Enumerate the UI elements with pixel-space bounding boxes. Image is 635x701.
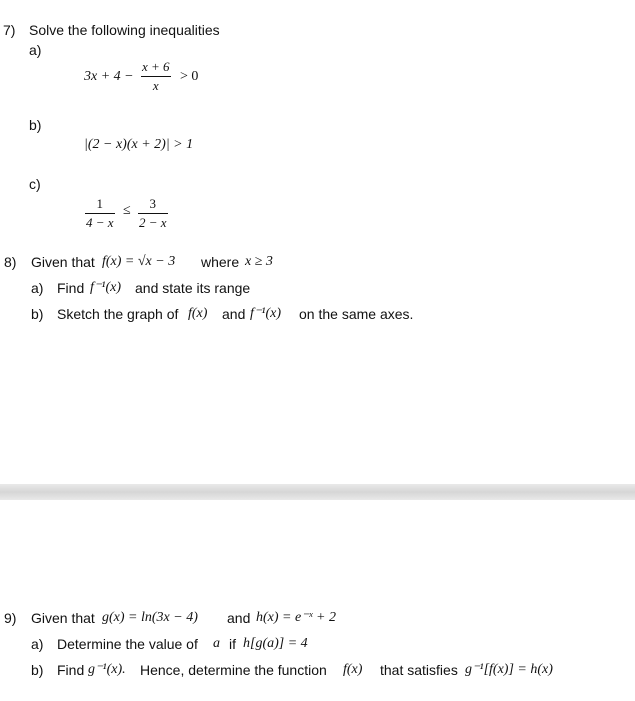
q8b-text-1: Sketch the graph of: [57, 306, 179, 322]
q8a-label: a): [31, 280, 44, 296]
q7a-rhs: > 0: [180, 69, 199, 84]
q9b-label: b): [31, 662, 44, 678]
q8a-text-2: and state its range: [135, 280, 251, 296]
q8-domain-condition: x ≥ 3: [245, 254, 273, 269]
q8b-text-3: on the same axes.: [299, 306, 414, 322]
q7c-fraction-1: [85, 197, 115, 230]
q8-where-text: where: [201, 254, 240, 270]
q7c-fraction-1-numerator: 1: [96, 196, 104, 211]
q9-function-g: g(x) = ln(3x − 4): [102, 610, 198, 625]
q7c-fraction-1-denominator: 4 − x: [86, 215, 114, 230]
q8b-label: b): [31, 306, 44, 322]
q7b-expression: |(2 − x)(x + 2)| > 1: [84, 137, 194, 152]
q7c-fraction-1-bar: [85, 213, 115, 214]
q8a-inverse-function: f⁻¹(x): [90, 280, 122, 295]
q9-given-text: Given that: [31, 610, 95, 626]
q8b-text-2: and: [222, 306, 246, 322]
q8-number: 8): [4, 254, 17, 270]
q9-function-h: h(x) = e⁻ˣ + 2: [256, 610, 336, 625]
q9b-text-2: Hence, determine the function: [140, 662, 327, 678]
q9a-label: a): [31, 636, 44, 652]
q7a-label: a): [29, 42, 42, 58]
q8-function-f: f(x) = √x − 3: [102, 254, 176, 269]
q7a-fraction-numerator: x + 6: [142, 59, 170, 74]
q9-and-text: and: [227, 610, 251, 626]
q7a-fraction-denominator: x: [152, 78, 159, 93]
q9-number: 9): [4, 610, 17, 626]
q9a-variable: a: [213, 636, 220, 651]
q7a-lhs: 3x + 4 −: [84, 69, 134, 84]
q9b-inverse-g: g⁻¹(x).: [88, 662, 126, 677]
q7c-fraction-2-numerator: 3: [149, 196, 157, 211]
q7-title: Solve the following inequalities: [29, 22, 220, 38]
q9b-expression: g⁻¹[f(x)] = h(x): [465, 662, 553, 677]
q7a-fraction-bar: [141, 76, 171, 77]
q9a-expression: h[g(a)] = 4: [243, 636, 308, 651]
q7c-relation: ≤: [123, 203, 131, 218]
q9a-text-2: if: [229, 636, 236, 652]
q7a-fraction: [141, 60, 171, 93]
q9a-text-1: Determine the value of: [57, 636, 198, 652]
q9b-text-1: Find: [57, 662, 85, 678]
q7c-fraction-2-denominator: 2 − x: [139, 215, 167, 230]
q8a-text-1: Find: [57, 280, 85, 296]
q7c-fraction-2-bar: [138, 213, 168, 214]
q9b-text-3: that satisfies: [380, 662, 458, 678]
q8b-function-f: f(x): [188, 306, 208, 321]
q8b-inverse-function: f⁻¹(x): [250, 306, 282, 321]
q7-number: 7): [3, 22, 16, 38]
page-divider: [0, 484, 635, 500]
q9b-function-f: f(x): [343, 662, 363, 677]
q7c-fraction-2: [138, 197, 168, 230]
q8-given-text: Given that: [31, 254, 95, 270]
q7c-label: c): [29, 176, 41, 192]
q7b-label: b): [29, 117, 42, 133]
